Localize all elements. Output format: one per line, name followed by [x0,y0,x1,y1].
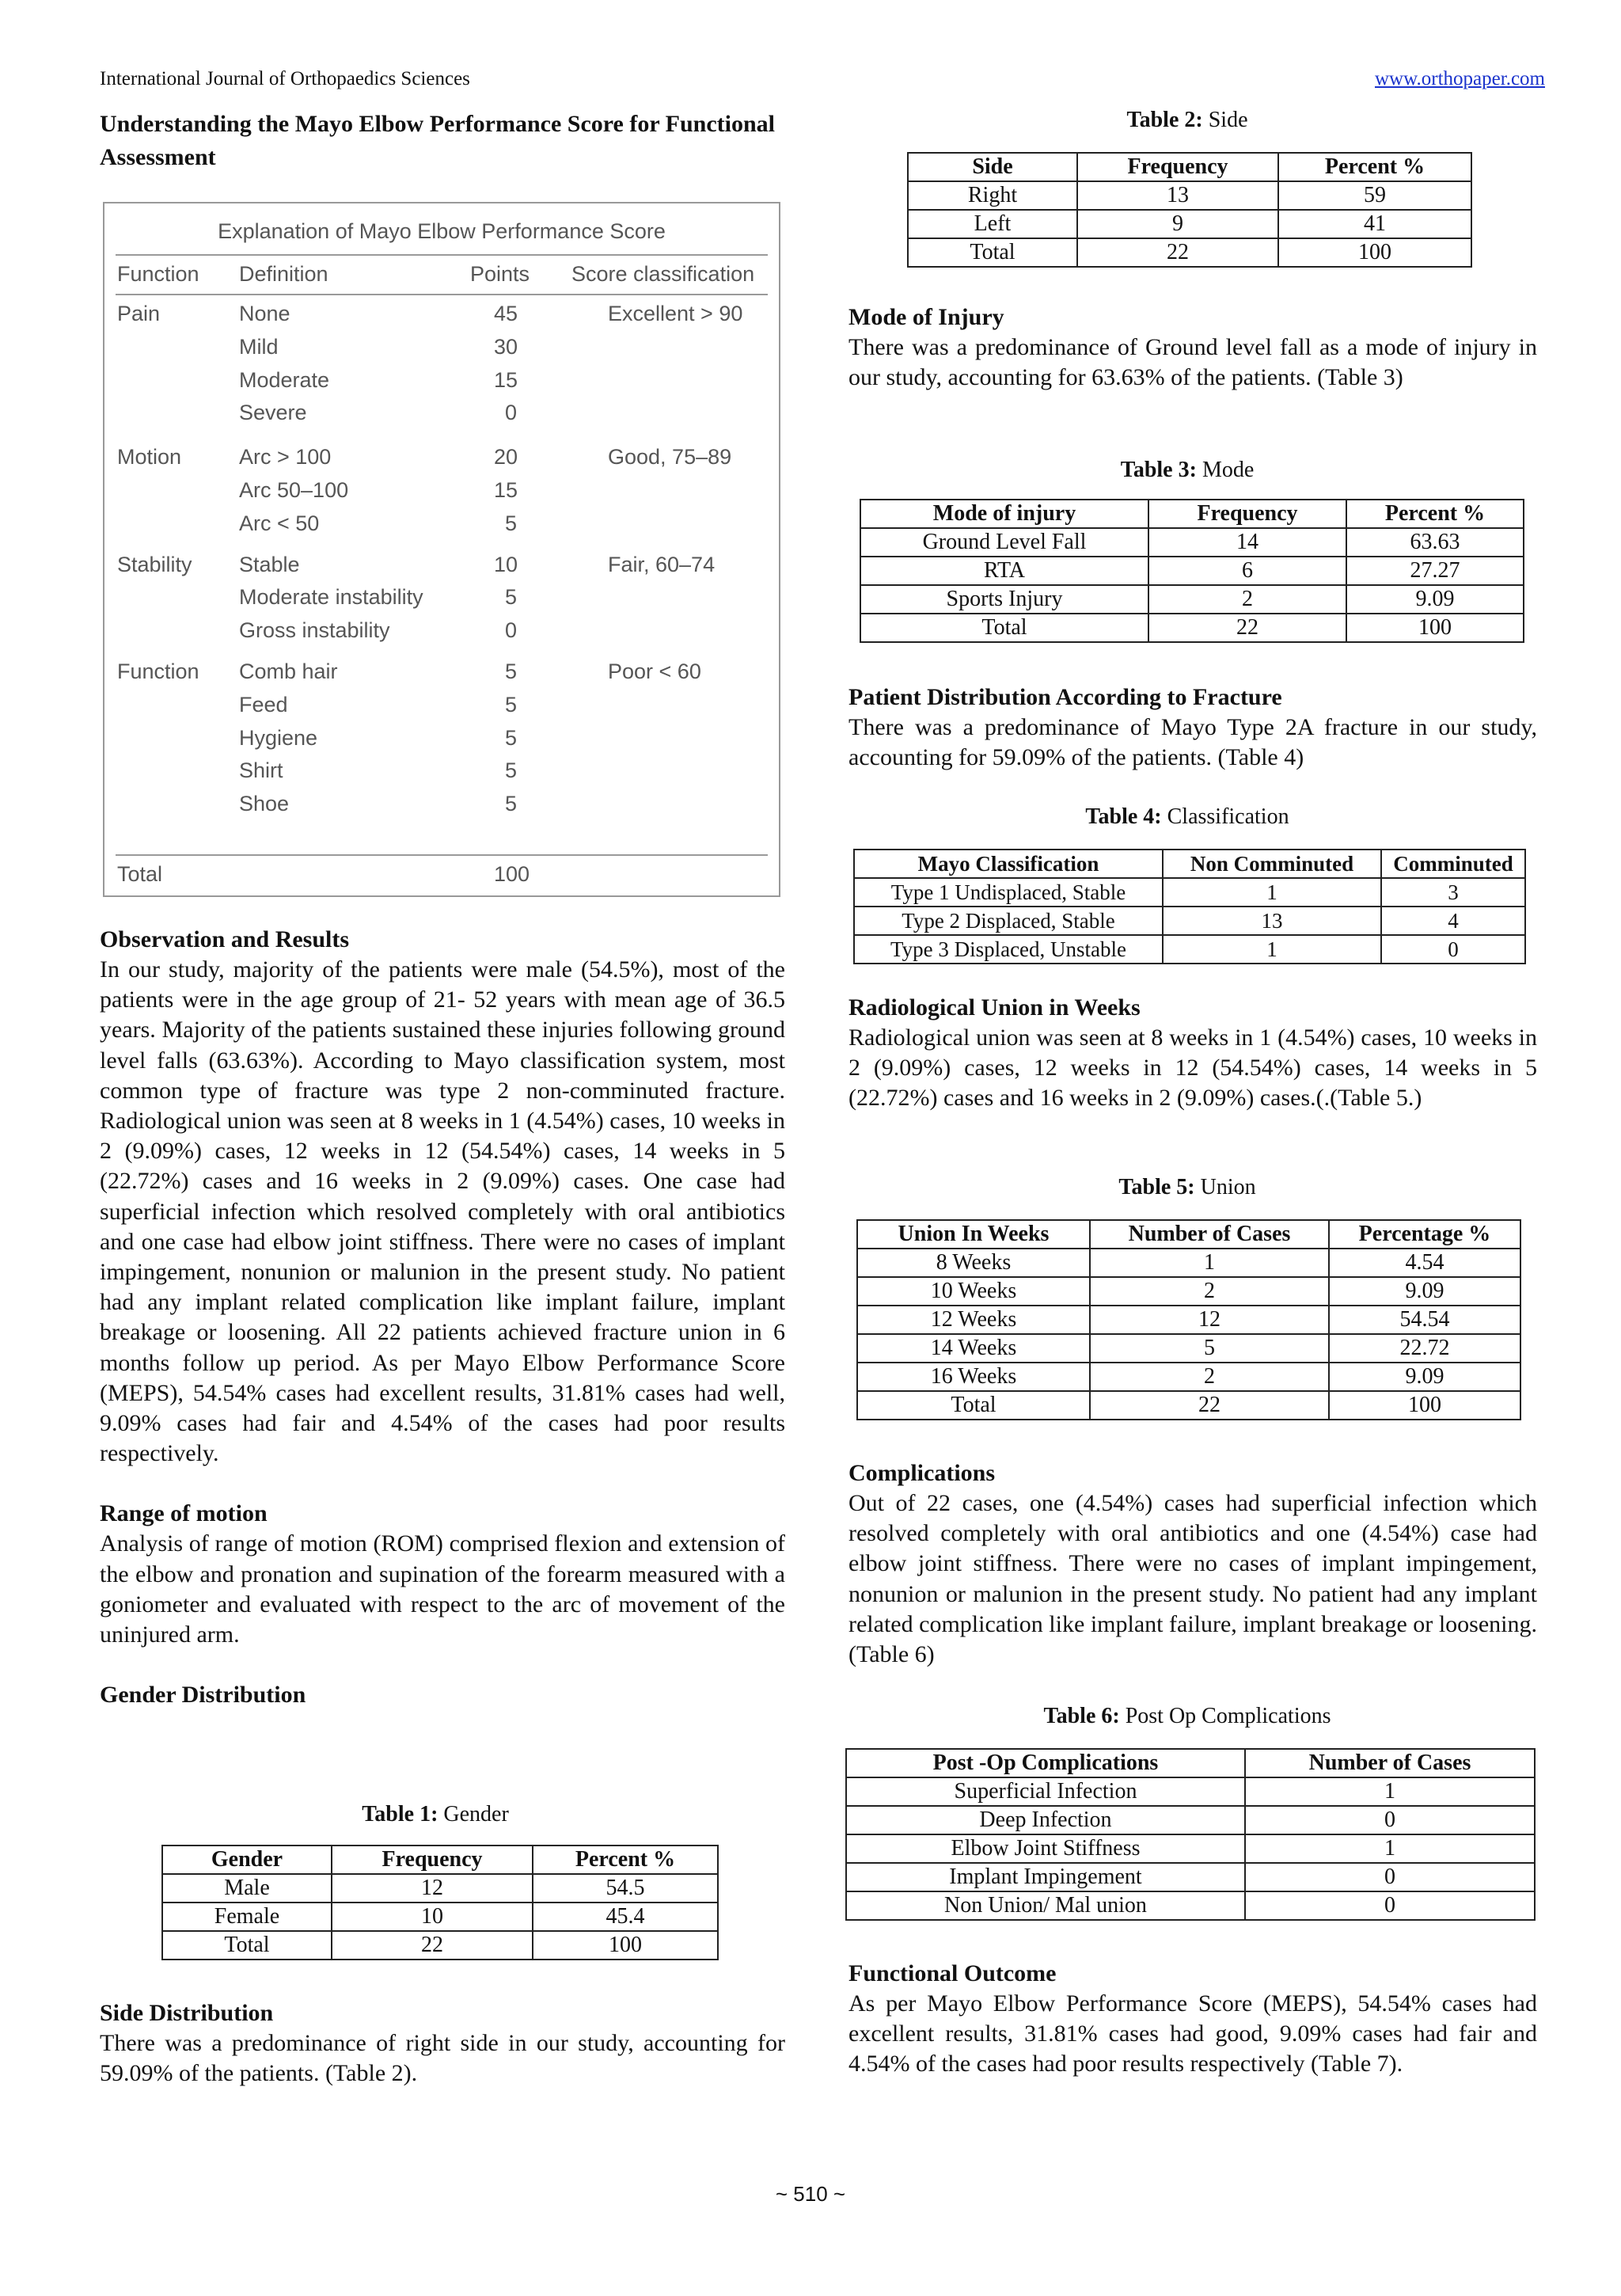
table-cell: 9.09 [1329,1277,1520,1306]
table3-header: Mode of injury [860,500,1148,528]
table-cell: 54.5 [533,1874,718,1903]
table-cell: 14 [1148,528,1346,557]
table-cell: Total [857,1391,1090,1420]
figure-definition-cell: Arc > 100 [239,445,332,469]
table2-header: Frequency [1077,153,1278,181]
table-row [860,557,1524,585]
figure-function-cell: Function [117,660,199,683]
table3-header: Frequency [1148,500,1346,528]
figure-points-cell: 5 [505,585,518,610]
side-heading: Side Distribution [100,2000,274,2026]
table-row [857,1249,1520,1277]
figure-function-cell: Pain [117,302,161,325]
table-cell: Total [162,1931,332,1960]
figure-definition-cell: Gross instability [239,618,390,643]
page-number: ~ 510 ~ [775,2182,846,2206]
table1-header-row [162,1846,718,1874]
table2-caption [910,108,1464,133]
table2-header: Side [908,153,1077,181]
table-cell: Type 2 Displaced, Stable [854,907,1163,935]
table-cell: Implant Impingement [846,1863,1245,1891]
table-row [857,1363,1520,1391]
table4-header-row [854,850,1525,878]
table3-caption [910,458,1464,483]
union-text: Radiological union was seen at 8 weeks in 1 (4.54%) cases, 10 weeks in 2 (9.09%) cases, 12 weeks in 12 (54.54%) cases, 14 weeks in 5 (22.72%) cases and 16 weeks in 2 (9.09%) cases.(.(Table 5.) [848,1024,1537,1112]
table-row [162,1874,718,1903]
figure-points-cell: 5 [505,692,518,717]
table-cell: 5 [1090,1334,1329,1363]
figure-rule-top [116,254,768,256]
table3-mode [860,499,1524,643]
figure-rule-bottom [116,854,768,856]
figure-definition-cell: Comb hair [239,660,338,683]
table-row [854,878,1525,907]
table5-caption [910,1175,1464,1200]
table-cell: 0 [1381,935,1525,964]
figure-function-cell: Motion [117,445,182,469]
table6-caption-label: Table 6: [1043,1704,1120,1728]
table-cell: RTA [860,557,1148,585]
table-cell: Non Union/ Mal union [846,1891,1245,1920]
table-cell: 10 Weeks [857,1277,1090,1306]
figure-points-cell: 45 [494,302,518,325]
figure-points-cell: 15 [494,478,518,502]
table5-header-row [857,1220,1520,1249]
table-cell: 27.27 [1346,557,1524,585]
table4-classification [853,849,1526,964]
figure-definition-cell: Hygiene [239,725,318,750]
table4-caption [910,804,1464,830]
figure-definition-cell: Stable [239,552,300,576]
table-cell: 12 [1090,1306,1329,1334]
mode-text: There was a predominance of Ground level fall as a mode of injury in our study, accounting for 63.63% of the patients. (Table 3) [848,334,1537,391]
figure-definition-cell: Moderate [239,367,330,392]
table4-header: Comminuted [1381,850,1525,878]
figure-total-points: 100 [494,862,530,886]
table-cell: 9 [1077,210,1278,238]
table-cell: 13 [1163,907,1381,935]
table5-header: Number of Cases [1090,1220,1329,1249]
table-row [908,181,1471,210]
figure-points-cell: 15 [494,367,518,392]
table-cell: 4.54 [1329,1249,1520,1277]
table-cell: Ground Level Fall [860,528,1148,557]
union-section [848,993,1537,1114]
figure-col-score: Score classification [571,262,755,286]
table-cell: 16 Weeks [857,1363,1090,1391]
table5-header: Union In Weeks [857,1220,1090,1249]
figure-col-function: Function [117,262,199,286]
figure-points-cell: 5 [505,660,518,683]
mode-heading: Mode of Injury [848,304,1004,330]
table2-caption-text: Side [1202,108,1248,132]
figure-score-cell: Poor < 60 [608,660,701,683]
figure-col-points: Points [470,262,530,286]
journal-name: International Journal of Orthopaedics Sciences [100,68,470,89]
table-row [854,935,1525,964]
table2-caption-label: Table 2: [1126,108,1203,132]
table-cell: 59 [1278,181,1471,210]
figure-points-cell: 5 [505,792,518,816]
table6-header: Number of Cases [1245,1749,1535,1777]
table-row [162,1903,718,1931]
table-cell: 22.72 [1329,1334,1520,1363]
table3-caption-label: Table 3: [1120,458,1197,482]
table-cell: 10 [332,1903,533,1931]
outcome-text: As per Mayo Elbow Performance Score (MEPS), 54.54% cases had excellent results, 31.81% cases had good, 9.09% cases had fair and 4.54% of the cases had poor results respectively (Table 7). [848,1990,1537,2077]
fracture-heading: Patient Distribution According to Fracture [848,684,1282,710]
table-row [854,907,1525,935]
table1-caption [158,1802,712,1827]
side-text: There was a predominance of right side in our study, accounting for 59.09% of the patients. (Table 2). [100,2030,785,2087]
table-cell: 22 [1090,1391,1329,1420]
table-cell: 45.4 [533,1903,718,1931]
table-cell: 9.09 [1329,1363,1520,1391]
table2-header: Percent % [1278,153,1471,181]
table-cell: Deep Infection [846,1806,1245,1834]
mayo-score-figure [103,202,780,897]
figure-col-definition: Definition [239,262,328,286]
table-cell: 12 [332,1874,533,1903]
table-row [846,1806,1535,1834]
observation-section [100,925,785,1710]
table-cell: Type 3 Displaced, Unstable [854,935,1163,964]
table-row [846,1834,1535,1863]
figure-points-cell: 20 [494,445,518,469]
table1-caption-label: Table 1: [362,1802,438,1827]
table5-union [856,1219,1521,1420]
table6-header-row [846,1749,1535,1777]
table-cell: 41 [1278,210,1471,238]
figure-definition-cell: Shirt [239,758,283,783]
table-row [908,210,1471,238]
figure-function-cell: Stability [117,552,192,576]
table-row [860,585,1524,614]
table-row [846,1777,1535,1806]
table-cell: 0 [1245,1863,1535,1891]
table-cell: Male [162,1874,332,1903]
table-cell: 3 [1381,878,1525,907]
table-cell: 22 [1148,614,1346,642]
table-cell: 54.54 [1329,1306,1520,1334]
figure-definition-cell: Severe [239,401,307,425]
table4-caption-text: Classification [1161,804,1289,829]
table-cell: 2 [1090,1363,1329,1391]
gender-heading: Gender Distribution [100,1682,306,1709]
outcome-section [848,1959,1537,2080]
table-row [857,1391,1520,1420]
table5-header: Percentage % [1329,1220,1520,1249]
figure-points-cell: 30 [494,334,518,359]
figure-score-cell: Good, 75–89 [608,445,732,469]
figure-definition-cell: Shoe [239,792,290,816]
table-cell: Total [860,614,1148,642]
figure-points-cell: 5 [505,511,518,535]
table-cell: Right [908,181,1077,210]
rom-text: Analysis of range of motion (ROM) comprised flexion and extension of the elbow and pronation and supination of the forearm measured with a goniometer and evaluated with respect to the arc of movement of the uninjured arm. [100,1530,785,1648]
table-cell: 0 [1245,1806,1535,1834]
table4-header: Mayo Classification [854,850,1163,878]
observation-text: In our study, majority of the patients were male (54.5%), most of the patients were in the age group of 21- 52 years with mean age of 36.5 years. Majority of the patients sustained these injuries following ground level falls (63.63%). According to Mayo classification system, most common type of fracture was type 2 non-comminuted fracture. Radiological union was seen at 8 weeks in 1 (4.54%) cases, 10 weeks in 2 (9.09%) cases, 12 weeks in 12 (54.54%) cases, 14 weeks in 5 (22.72%) cases and 16 weeks in 2 (9.09%) cases. One case had superficial infection which resolved completely with oral antibiotics and one case had elbow joint stiffness. There were no cases of implant impingement, nonunion or malunion in the present study. No patient had any implant related complication like implant failure, implant breakage or loosening. All 22 patients achieved fracture union in 6 months follow up period. As per Mayo Elbow Performance Score (MEPS), 54.54% cases had excellent results, 31.81% cases had well, 9.09% cases had fair and 4.54% of the cases had poor results respectively. [100,956,785,1467]
table4-caption-label: Table 4: [1085,804,1162,829]
table-cell: 100 [533,1931,718,1960]
table-cell: 14 Weeks [857,1334,1090,1363]
outcome-heading: Functional Outcome [848,1960,1057,1986]
figure-points-cell: 10 [494,552,518,576]
table-row [162,1931,718,1960]
table-row [846,1891,1535,1920]
mode-section [848,302,1537,393]
table-cell: Sports Injury [860,585,1148,614]
table1-header: Gender [162,1846,332,1874]
table1-header: Percent % [533,1846,718,1874]
table6-caption-text: Post Op Complications [1119,1704,1331,1728]
observation-heading: Observation and Results [100,926,350,952]
complications-heading: Complications [848,1460,996,1486]
figure-total-label: Total [117,862,163,886]
table-cell: 2 [1090,1277,1329,1306]
table-cell: 22 [332,1931,533,1960]
table-row [908,238,1471,267]
table2-header-row [908,153,1471,181]
table-cell: Total [908,238,1077,267]
table-cell: 1 [1245,1777,1535,1806]
table-cell: 1 [1245,1834,1535,1863]
mayo-heading: Understanding the Mayo Elbow Performance Score for Functional Assessment [100,111,775,170]
table-cell: 63.63 [1346,528,1524,557]
table1-header: Frequency [332,1846,533,1874]
side-section [100,1998,785,2089]
table-cell: 0 [1245,1891,1535,1920]
table-row [857,1306,1520,1334]
table-row [857,1334,1520,1363]
figure-definition-cell: None [239,302,290,325]
figure-points-cell: 5 [505,725,518,750]
fracture-section [848,682,1537,773]
figure-definition-cell: Feed [239,692,288,717]
figure-points-cell: 0 [505,401,518,425]
table-row [857,1277,1520,1306]
table-cell: 1 [1163,878,1381,907]
table-cell: 4 [1381,907,1525,935]
figure-title: Explanation of Mayo Elbow Performance Score [218,219,666,243]
figure-definition-cell: Moderate instability [239,585,423,610]
table-cell: 2 [1148,585,1346,614]
union-heading: Radiological Union in Weeks [848,994,1141,1021]
table-cell: Left [908,210,1077,238]
table5-caption-label: Table 5: [1118,1175,1195,1199]
table-cell: Elbow Joint Stiffness [846,1834,1245,1863]
figure-definition-cell: Arc 50–100 [239,478,349,502]
table-cell: Female [162,1903,332,1931]
figure-rule-header [116,294,768,295]
table3-header-row [860,500,1524,528]
table3-header: Percent % [1346,500,1524,528]
complications-text: Out of 22 cases, one (4.54%) cases had superficial infection which resolved completely with oral antibiotics and one (4.54%) case had elbow joint stiffness. There were no cases of implant impingement, nonunion or malunion in the present study. No patient had any implant related complication like implant failure, implant breakage or loosening.(Table 6) [848,1490,1537,1668]
table6-complications [845,1748,1536,1921]
table6-caption [910,1704,1464,1729]
table-row [860,528,1524,557]
table-row [846,1863,1535,1891]
table-cell: 100 [1278,238,1471,267]
table-cell: 22 [1077,238,1278,267]
table5-caption-text: Union [1194,1175,1256,1199]
table-cell: 13 [1077,181,1278,210]
figure-definition-cell: Mild [239,334,279,359]
table-cell: 100 [1346,614,1524,642]
figure-points-cell: 0 [505,618,518,643]
table-cell: Superficial Infection [846,1777,1245,1806]
table-cell: Type 1 Undisplaced, Stable [854,878,1163,907]
figure-score-cell: Fair, 60–74 [608,552,716,576]
complications-section [848,1458,1537,1670]
fracture-text: There was a predominance of Mayo Type 2A fracture in our study, accounting for 59.09% of the patients. (Table 4) [848,714,1537,771]
figure-points-cell: 5 [505,758,518,783]
table2-side [907,152,1472,268]
table-cell: 9.09 [1346,585,1524,614]
mayo-heading-block [100,108,780,174]
table-cell: 1 [1163,935,1381,964]
rom-heading: Range of motion [100,1500,268,1527]
journal-website-link[interactable]: www.orthopaper.com [1375,68,1545,89]
table-cell: 6 [1148,557,1346,585]
figure-definition-cell: Arc < 50 [239,511,320,535]
table-cell: 12 Weeks [857,1306,1090,1334]
table6-header: Post -Op Complications [846,1749,1245,1777]
table1-gender [161,1845,719,1960]
table3-caption-text: Mode [1196,458,1255,482]
table-cell: 100 [1329,1391,1520,1420]
figure-score-cell: Excellent > 90 [608,302,743,325]
table-cell: 1 [1090,1249,1329,1277]
table-cell: 8 Weeks [857,1249,1090,1277]
table1-caption-text: Gender [438,1802,509,1827]
table-row [860,614,1524,642]
table4-header: Non Comminuted [1163,850,1381,878]
